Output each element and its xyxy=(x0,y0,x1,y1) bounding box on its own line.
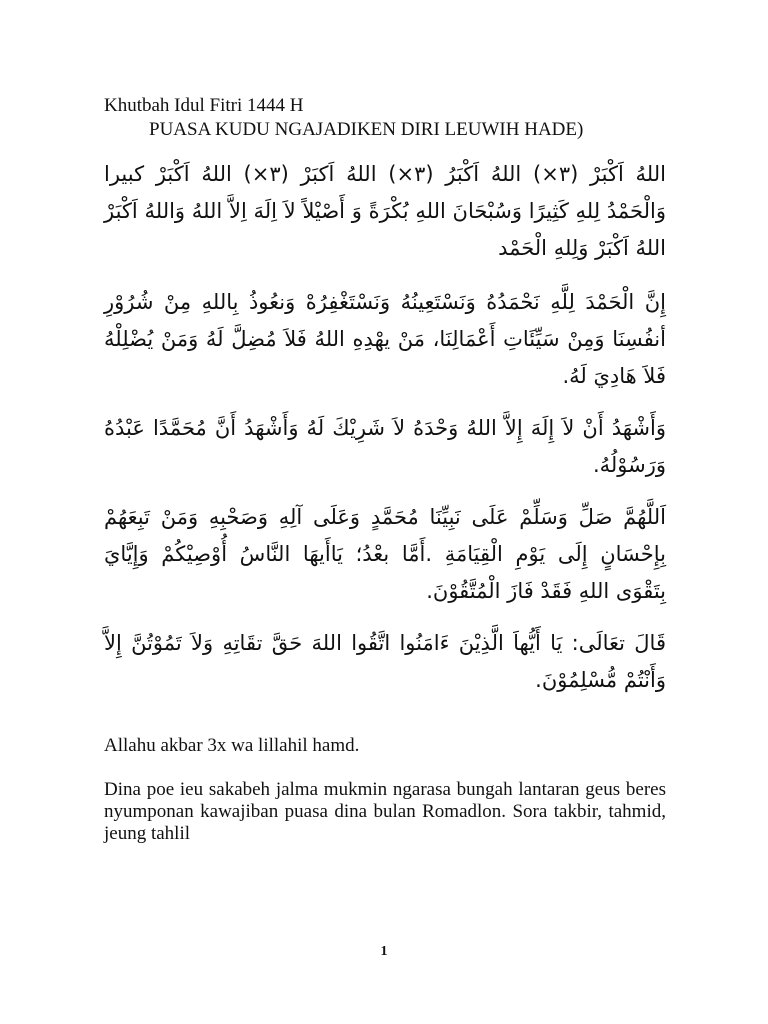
document-subtitle: PUASA KUDU NGAJADIKEN DIRI LEUWIH HADE) xyxy=(149,119,584,140)
page-number: 1 xyxy=(380,944,388,959)
arabic-ayat-paragraph: قَالَ تعَالَى: يَا أَيُّهاَ الَّذِيْنَ ءَامَنُوا اتَّقُوا اللهَ حَقَّ تقَاتِهِ وَلاَ تَمُوْتُنَّ إِلاَّ وَأَنْتُمْ مُّسْلِمُوْنَ. xyxy=(104,631,666,692)
arabic-hamdalah-paragraph: إِنَّ الْحَمْدَ لِلَّهِ نَحْمَدُهُ وَنَسْتَعِينُهُ وَنَسْتَغْفِرُهْ وَنعُوذُ بِاللهِ مِنْ شُرُوْرِ أنفُسِنَا وَمِنْ سَيِّئَاتِ أَعْمَالِنَا، مَنْ يهْدِهِ اللهُ فَلاَ مُضِلَّ لَهُ وَمَنْ يُضْلِلْهُ فَلاَ هَادِيَ لَهُ. xyxy=(104,290,666,388)
latin-takbir-paragraph: Allahu akbar 3x wa lillahil hamd. xyxy=(104,735,360,756)
arabic-syahadat-paragraph: وَأَشْهَدُ أَنْ لاَ إِلَهَ إِلاَّ اللهُ وَحْدَهُ لاَ شَرِيْكَ لَهُ وَأَشْهَدُ أَنَّ مُحَمَّدًا عَبْدُهُ وَرَسُوْلُهُ. xyxy=(104,416,666,477)
arabic-shalawat-paragraph: اَللَّهُمَّ صَلِّ وَسَلِّمْ عَلَى نَبِيِّنَا مُحَمَّدٍ وَعَلَى آلِهِ وَصَحْبِهِ وَمَنْ تَبِعَهُمْ بِإِحْسَانٍ إِلَى يَوْمِ الْقِيَامَةِ .أَمَّا بعْدُ؛ يَاأَيهَا النَّاسُ أُوْصِيْكُمْ وَإِيَّايَ بِتَقْوَى اللهِ فَقَدْ فَازَ الْمُتَّقُوْنَ. xyxy=(104,505,666,603)
latin-body-paragraph: Dina poe ieu sakabeh jalma mukmin ngarasa bungah lantaran geus beres nyumponan kawajiban puasa dina bulan Romadlon. Sora takbir, tahmid, jeung tahlil xyxy=(104,779,666,844)
document-title: Khutbah Idul Fitri 1444 H xyxy=(104,95,304,116)
arabic-takbir-paragraph: اللهُ اَكْبَرْ (٣×) اللهُ اَكْبَرُ (٣×) اللهُ اَكبَرْ (٣×) اللهُ اَكْبَرْ كبيرا وَالْحَمْدُ لِلهِ كَثِيرًا وَسُبْحَانَ اللهِ بُكْرَةً وَ أَصْيْلاً لاَ اِلَهَ اِلاَّ اللهُ وَاللهُ اَكْبَرْ اللهُ اَكْبَرْ وَلِلهِ الْحَمْد xyxy=(104,162,666,260)
